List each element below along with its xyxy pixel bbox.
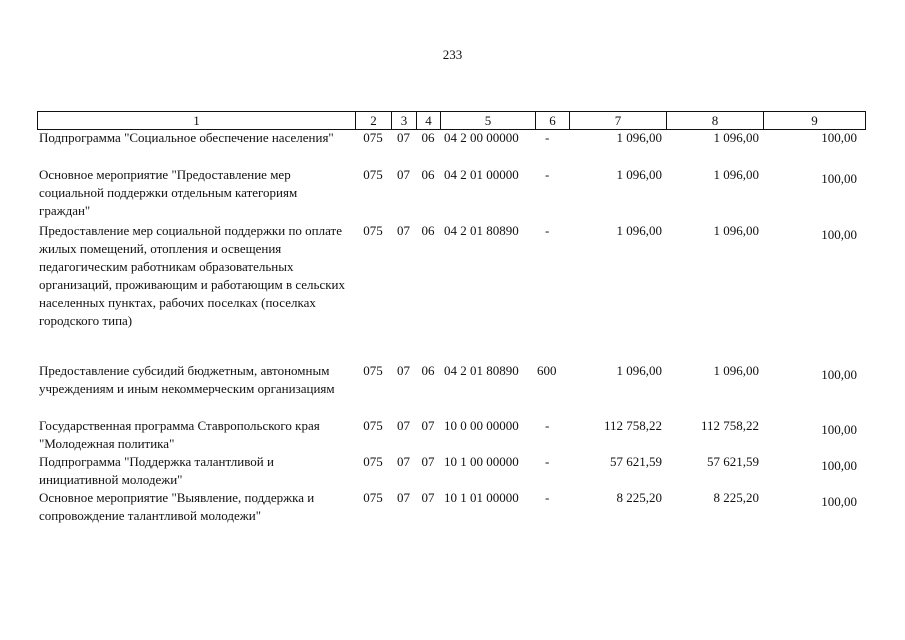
column-header-2: 2 bbox=[356, 112, 392, 130]
page-number: 233 bbox=[442, 47, 463, 62]
cell-col6: 600 bbox=[537, 363, 557, 378]
column-header-table bbox=[37, 111, 866, 130]
cell-col4: 06 bbox=[421, 130, 435, 145]
cell-col4: 07 bbox=[421, 454, 435, 469]
cell-col5: 10 1 01 00000 bbox=[444, 490, 519, 505]
cell-col6: - bbox=[545, 130, 550, 145]
row-name: Предоставление субсидий бюджетным, автономным учреждениям и иным некоммерческим организациям bbox=[39, 363, 335, 396]
cell-col2: 075 bbox=[363, 418, 383, 433]
cell-col6: - bbox=[545, 418, 550, 433]
column-header-5: 5 bbox=[441, 112, 536, 130]
column-header-3: 3 bbox=[392, 112, 417, 130]
cell-col9: 100,00 bbox=[821, 458, 857, 473]
cell-col5: 04 2 01 80890 bbox=[444, 223, 519, 238]
cell-col6: - bbox=[545, 454, 550, 469]
row-name: Государственная программа Ставропольского края "Молодежная политика" bbox=[39, 418, 320, 451]
cell-col6: - bbox=[545, 490, 550, 505]
cell-col7: 112 758,22 bbox=[603, 418, 662, 433]
cell-col3: 07 bbox=[397, 363, 410, 378]
cell-col8: 8 225,20 bbox=[713, 490, 759, 505]
cell-col8: 1 096,00 bbox=[713, 130, 759, 145]
column-header-7: 7 bbox=[570, 112, 667, 130]
cell-col5: 04 2 01 80890 bbox=[444, 363, 519, 378]
cell-col7: 57 621,59 bbox=[610, 454, 662, 469]
cell-col2: 075 bbox=[363, 130, 383, 145]
cell-col7: 1 096,00 bbox=[616, 363, 662, 378]
cell-col9: 100,00 bbox=[821, 494, 857, 509]
cell-col9: 100,00 bbox=[821, 367, 857, 382]
cell-col4: 06 bbox=[421, 167, 435, 182]
table-row bbox=[37, 166, 865, 222]
table-row bbox=[37, 489, 865, 527]
cell-col4: 07 bbox=[421, 490, 435, 505]
cell-col3: 07 bbox=[397, 167, 410, 182]
cell-col8: 112 758,22 bbox=[700, 418, 759, 433]
cell-col3: 07 bbox=[397, 490, 410, 505]
cell-col5: 10 1 00 00000 bbox=[444, 454, 519, 469]
column-header-9: 9 bbox=[764, 112, 866, 130]
row-name: Подпрограмма "Поддержка талантливой и инициативной молодежи" bbox=[39, 454, 274, 487]
cell-col3: 07 bbox=[397, 418, 410, 433]
cell-col6: - bbox=[545, 167, 550, 182]
cell-col6: - bbox=[545, 223, 550, 238]
cell-col5: 04 2 01 00000 bbox=[444, 167, 519, 182]
cell-col7: 1 096,00 bbox=[616, 130, 662, 145]
column-header-1: 1 bbox=[38, 112, 356, 130]
cell-col7: 8 225,20 bbox=[616, 490, 662, 505]
cell-col7: 1 096,00 bbox=[616, 223, 662, 238]
cell-col3: 07 bbox=[397, 130, 410, 145]
cell-col2: 075 bbox=[363, 454, 383, 469]
cell-col2: 075 bbox=[363, 490, 383, 505]
table-row bbox=[37, 417, 865, 453]
row-name: Основное мероприятие "Выявление, поддержка и сопровождение талантливой молодежи" bbox=[39, 490, 315, 523]
cell-col8: 1 096,00 bbox=[713, 223, 759, 238]
cell-col3: 07 bbox=[397, 454, 410, 469]
cell-col7: 1 096,00 bbox=[616, 167, 662, 182]
row-name: Предоставление мер социальной поддержки по оплате жилых помещений, отопления и освещения педагогическим работникам образовательных организаций, проживающим и работающим в сельских населенных пунктах, рабочих поселках (поселках городского типа) bbox=[39, 223, 345, 328]
cell-col9: 100,00 bbox=[821, 130, 857, 145]
cell-col9: 100,00 bbox=[821, 171, 857, 186]
cell-col2: 075 bbox=[363, 167, 383, 182]
column-header-row bbox=[38, 112, 866, 130]
cell-col4: 06 bbox=[421, 363, 435, 378]
column-header-6: 6 bbox=[536, 112, 570, 130]
table-row bbox=[37, 362, 865, 417]
row-name: Подпрограмма "Социальное обеспечение населения" bbox=[39, 130, 334, 145]
cell-col8: 1 096,00 bbox=[713, 363, 759, 378]
row-name: Основное мероприятие "Предоставление мер социальной поддержки отдельным категориям граждан" bbox=[39, 167, 298, 218]
cell-col9: 100,00 bbox=[821, 227, 857, 242]
budget-table bbox=[37, 129, 865, 527]
column-header-8: 8 bbox=[667, 112, 764, 130]
cell-col8: 1 096,00 bbox=[713, 167, 759, 182]
cell-col3: 07 bbox=[397, 223, 410, 238]
cell-col5: 04 2 00 00000 bbox=[444, 130, 519, 145]
cell-col5: 10 0 00 00000 bbox=[444, 418, 519, 433]
column-header-4: 4 bbox=[417, 112, 441, 130]
cell-col8: 57 621,59 bbox=[707, 454, 759, 469]
cell-col4: 06 bbox=[421, 223, 435, 238]
cell-col4: 07 bbox=[421, 418, 435, 433]
table-row bbox=[37, 222, 865, 362]
table-row bbox=[37, 453, 865, 489]
cell-col9: 100,00 bbox=[821, 422, 857, 437]
cell-col2: 075 bbox=[363, 223, 383, 238]
table-row bbox=[37, 129, 865, 166]
cell-col2: 075 bbox=[363, 363, 383, 378]
